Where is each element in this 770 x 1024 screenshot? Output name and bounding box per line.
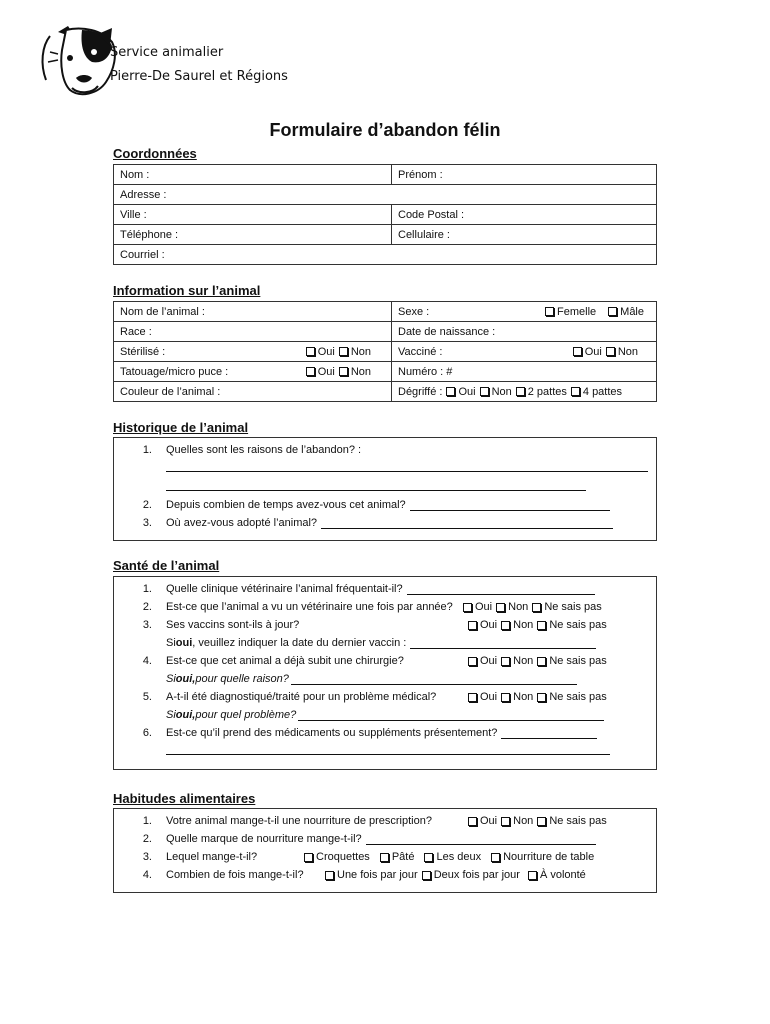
sante-q4: Est-ce que cet animal a déjà subit une chirurgie? — [166, 655, 404, 667]
numero-field[interactable]: Numéro : # — [392, 362, 657, 382]
habitudes-box: 1. Votre animal mange-t-il une nourriture de prescription? Oui Non Ne sais pas 2. Quelle marque de nourriture mange-t-il? 3. Lequel mange-t-il? Croquettes Pâté Les deux Nourriture de table 4. Combien de fois mange-t-il? Une fois par jour Deux fois par jour À volonté — [113, 808, 657, 893]
degriffe-field: Dégriffé : Oui Non 2 pattes 4 pattes — [392, 382, 657, 402]
sante-q5-problem-line[interactable] — [298, 709, 604, 721]
org-line-2: Pierre-De Saurel et Régions — [110, 69, 288, 84]
habitudes-q2-answer-line[interactable] — [366, 833, 596, 845]
sante-box: 1. Quelle clinique vétérinaire l’animal fréquentait-il? 2. Est-ce que l’animal a vu un vétérinaire une fois par année? Oui Non Ne sais pas 3. Ses vaccins sont-ils à jour? Oui Non Ne sais pas Si oui , veuillez indiquer la date du dernier vaccin : 4. Est-ce que cet animal a déjà subit une chirurgie? Oui Non Ne sais pas Si oui, pour quelle raison? 5. A-t-il été diagnostiqué/traité pour un problème médical? Oui Non Ne sais pas Si oui, pour quel problème? 6. Est-ce qu’il prend des médicaments ou suppléments présentement? — [113, 576, 657, 770]
croquettes-checkbox[interactable] — [304, 853, 313, 862]
coordonnees-table — [113, 164, 657, 265]
question-number: 4. — [142, 655, 152, 667]
habitudes-q1-non-checkbox[interactable] — [501, 817, 510, 826]
question-number: 2. — [142, 499, 152, 511]
question-number: 2. — [142, 601, 152, 613]
sexe-field: Sexe : Femelle Mâle — [392, 302, 657, 322]
section-sante-heading: Santé de l’animal — [113, 558, 220, 573]
sante-q4-followup: pour quelle raison? — [195, 673, 289, 685]
sante-q3-ne-sais-pas-checkbox[interactable] — [537, 621, 546, 630]
sante-q2-oui-checkbox[interactable] — [463, 603, 472, 612]
habitudes-q4: Combien de fois mange-t-il? — [166, 869, 304, 881]
org-line-1: Service animalier — [110, 45, 224, 60]
sante-q3-date-line[interactable] — [410, 637, 596, 649]
sante-q4-ne-sais-pas-checkbox[interactable] — [537, 657, 546, 666]
tatouage-field: Tatouage/micro puce : Oui Non — [114, 362, 392, 382]
tatouage-non-checkbox[interactable] — [339, 367, 348, 376]
historique-q1-answer-line-1[interactable] — [166, 460, 648, 472]
organization-name — [110, 41, 288, 89]
vaccine-oui-checkbox[interactable] — [573, 347, 582, 356]
section-animal-heading: Information sur l’animal — [113, 283, 261, 298]
habitudes-q1-ne-sais-pas-checkbox[interactable] — [537, 817, 546, 826]
deux-fois-par-jour-checkbox[interactable] — [422, 871, 431, 880]
animal-table — [113, 301, 657, 402]
sante-q5-non-checkbox[interactable] — [501, 693, 510, 702]
historique-box — [113, 437, 657, 541]
sante-q3-non-checkbox[interactable] — [501, 621, 510, 630]
question-number: 5. — [142, 691, 152, 703]
vaccine-non-checkbox[interactable] — [606, 347, 615, 356]
degriffe-4-pattes-checkbox[interactable] — [571, 387, 580, 396]
form-title: Formulaire d’abandon félin — [269, 120, 501, 140]
nom-field[interactable]: Nom : — [114, 165, 392, 185]
nom-animal-field[interactable]: Nom de l’animal : — [114, 302, 392, 322]
habitudes-q3: Lequel mange-t-il? — [166, 851, 258, 863]
sante-q6-answer-line[interactable] — [501, 727, 597, 739]
historique-q1-answer-line-2[interactable] — [166, 479, 586, 491]
telephone-field[interactable]: Téléphone : — [114, 225, 392, 245]
question-number: 3. — [142, 851, 152, 863]
race-field[interactable]: Race : — [114, 322, 392, 342]
couleur-field[interactable]: Couleur de l’animal : — [114, 382, 392, 402]
sante-q2: Est-ce que l’animal a vu un vétérinaire une fois par année? — [166, 601, 453, 613]
sante-q1-answer-line[interactable] — [407, 583, 595, 595]
question-number: 1. — [142, 583, 152, 595]
sante-q2-non-checkbox[interactable] — [496, 603, 505, 612]
section-habitudes-heading: Habitudes alimentaires — [113, 791, 256, 806]
sante-q4-non-checkbox[interactable] — [501, 657, 510, 666]
sante-q3-followup: , veuillez indiquer la date du dernier vaccin : — [192, 637, 407, 649]
section-historique-heading: Historique de l’animal — [113, 420, 249, 435]
a-volonte-checkbox[interactable] — [528, 871, 537, 880]
nourriture-de-table-checkbox[interactable] — [491, 853, 500, 862]
femelle-checkbox[interactable] — [545, 307, 554, 316]
sante-q6-answer-line-2[interactable] — [166, 743, 610, 755]
sante-q4-oui-checkbox[interactable] — [468, 657, 477, 666]
degriffe-oui-checkbox[interactable] — [446, 387, 455, 396]
vaccine-field: Vacciné : Oui Non — [392, 342, 657, 362]
naissance-field[interactable]: Date de naissance : — [392, 322, 657, 342]
courriel-field[interactable]: Courriel : — [114, 245, 657, 265]
question-number: 1. — [142, 815, 152, 827]
sterilise-oui-checkbox[interactable] — [306, 347, 315, 356]
historique-q3: Où avez-vous adopté l’animal? — [166, 517, 318, 529]
sante-q6: Est-ce qu’il prend des médicaments ou suppléments présentement? — [166, 727, 498, 739]
cellulaire-field[interactable]: Cellulaire : — [392, 225, 657, 245]
habitudes-q1: Votre animal mange-t-il une nourriture de prescription? — [166, 815, 432, 827]
sante-q1: Quelle clinique vétérinaire l’animal fréquentait-il? — [166, 583, 403, 595]
sante-q5-oui-checkbox[interactable] — [468, 693, 477, 702]
prenom-field[interactable]: Prénom : — [392, 165, 657, 185]
sante-q3-oui-checkbox[interactable] — [468, 621, 477, 630]
habitudes-q2: Quelle marque de nourriture mange-t-il? — [166, 833, 362, 845]
habitudes-q1-oui-checkbox[interactable] — [468, 817, 477, 826]
ville-field[interactable]: Ville : — [114, 205, 392, 225]
sante-q5: A-t-il été diagnostiqué/traité pour un problème médical? — [166, 691, 437, 703]
une-fois-par-jour-checkbox[interactable] — [325, 871, 334, 880]
historique-q3-answer-line[interactable] — [321, 517, 613, 529]
pate-checkbox[interactable] — [380, 853, 389, 862]
question-number: 6. — [142, 727, 152, 739]
sterilise-non-checkbox[interactable] — [339, 347, 348, 356]
question-number: 1. — [142, 444, 152, 456]
question-number: 3. — [142, 517, 152, 529]
question-number: 2. — [142, 833, 152, 845]
section-coordonnees-heading: Coordonnées — [113, 146, 197, 161]
question-number: 3. — [142, 619, 152, 631]
sante-q3: Ses vaccins sont-ils à jour? — [166, 619, 300, 631]
degriffe-2-pattes-checkbox[interactable] — [516, 387, 525, 396]
sante-q4-reason-line[interactable] — [291, 673, 577, 685]
degriffe-non-checkbox[interactable] — [480, 387, 489, 396]
sante-q5-followup: pour quel problème? — [195, 709, 297, 721]
historique-q2: Depuis combien de temps avez-vous cet animal? — [166, 499, 406, 511]
tatouage-oui-checkbox[interactable] — [306, 367, 315, 376]
historique-q2-answer-line[interactable] — [410, 499, 610, 511]
sante-q2-ne-sais-pas-checkbox[interactable] — [532, 603, 541, 612]
historique-q1: Quelles sont les raisons de l’abandon? : — [166, 444, 362, 456]
code-postal-field[interactable]: Code Postal : — [392, 205, 657, 225]
adresse-field[interactable]: Adresse : — [114, 185, 657, 205]
cat-dog-logo — [36, 24, 116, 100]
sante-q5-ne-sais-pas-checkbox[interactable] — [537, 693, 546, 702]
les-deux-checkbox[interactable] — [424, 853, 433, 862]
male-checkbox[interactable] — [608, 307, 617, 316]
question-number: 4. — [142, 869, 152, 881]
sterilise-field: Stérilisé : Oui Non — [114, 342, 392, 362]
